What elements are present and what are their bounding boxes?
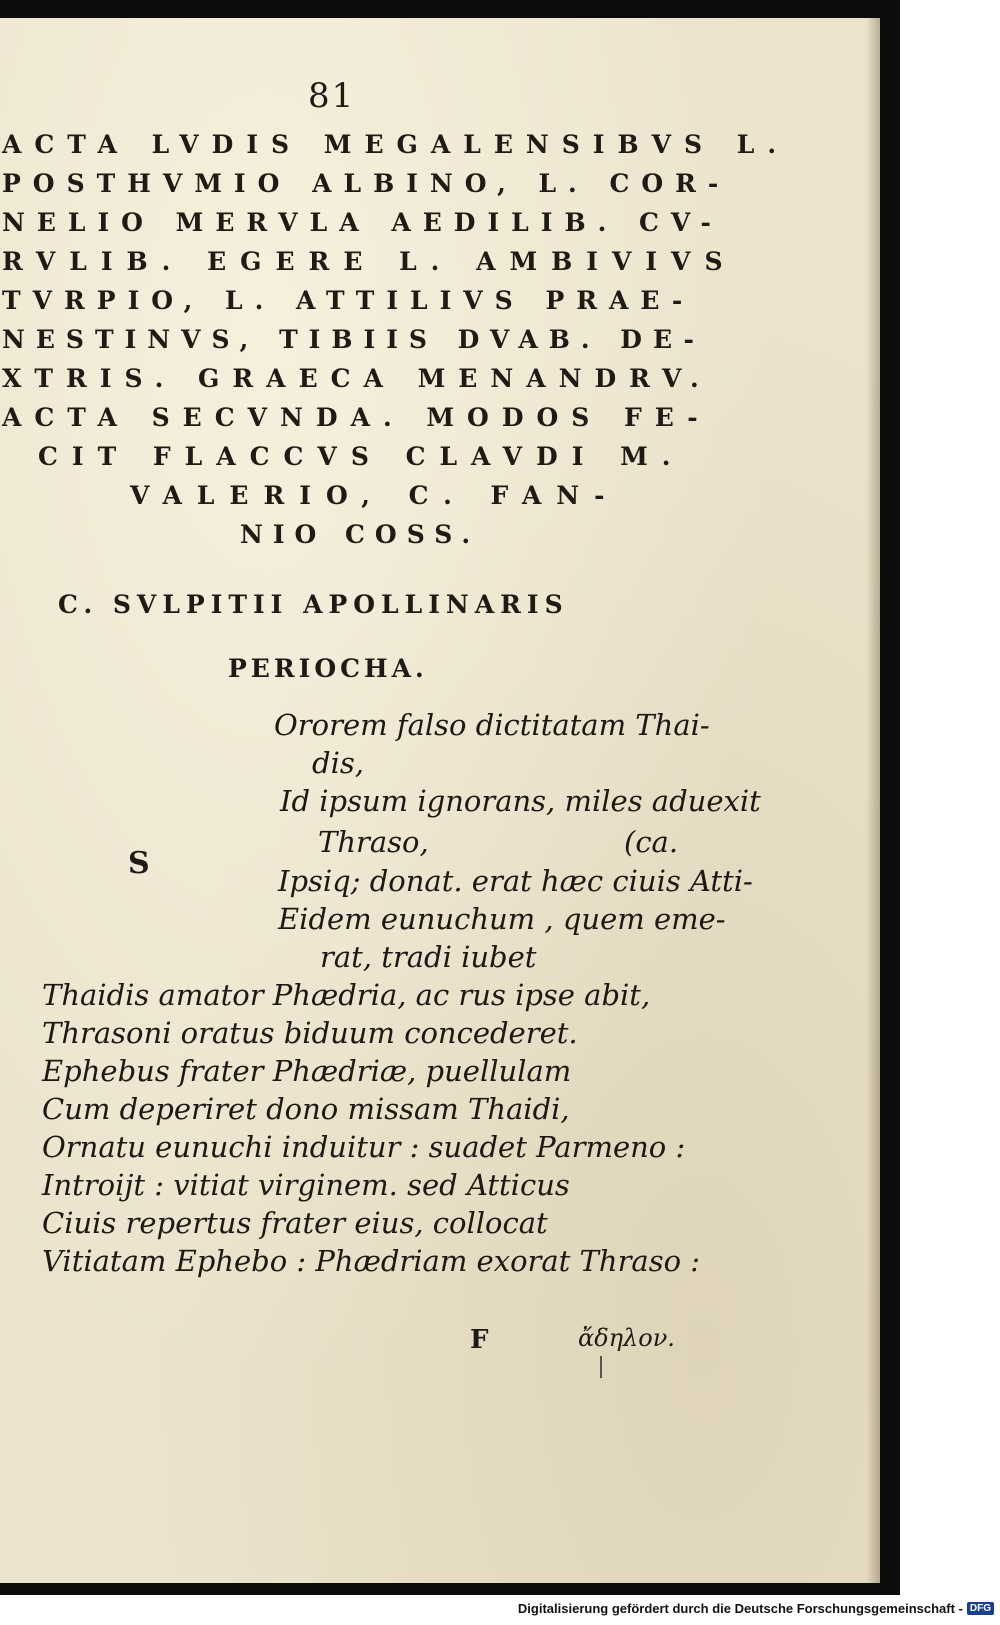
caps-line: XTRIS. GRAECA MENANDRV.	[2, 364, 712, 393]
verse-line: Ororem falso dictitatam Thai-	[274, 708, 710, 742]
dfg-logo: DFG	[967, 1602, 994, 1615]
verse-line: Thrasoni oratus biduum concederet.	[42, 1016, 578, 1050]
caps-line: TVRPIO, L. ATTILIVS PRAE-	[2, 286, 695, 315]
caps-line: NESTINVS, TIBIIS DVAB. DE-	[2, 325, 705, 354]
verse-line: Ciuis repertus frater eius, collocat	[42, 1206, 548, 1240]
caps-line: NELIO MERVLA AEDILIB. CV-	[2, 208, 723, 237]
verse-line: Introijt : vitiat virginem. sed Atticus	[42, 1168, 570, 1202]
verse-line: Ephebus frater Phædriæ, puellulam	[42, 1054, 572, 1088]
greek-marginal-note: ἄδηλον.	[578, 1324, 675, 1352]
caps-line: RVLIB. EGERE L. AMBIVIVS	[2, 247, 737, 276]
verse-line: (ca.	[624, 825, 679, 859]
caps-line: NIO COSS.	[240, 520, 481, 549]
periocha-title: PERIOCHA.	[228, 654, 428, 683]
periocha-author: C. SVLPITII APOLLINARIS	[58, 590, 569, 619]
verse-line: Cum deperiret dono missam Thaidi,	[42, 1092, 570, 1126]
caps-line: CIT FLACCVS CLAVDI M.	[38, 442, 685, 471]
verse-line: Ipsiq; donat. erat hæc ciuis Atti-	[278, 864, 753, 898]
page-edge-shadow	[866, 18, 880, 1583]
verse-line: Eidem eunuchum , quem eme-	[278, 902, 726, 936]
verse-line: rat, tradi iubet	[320, 940, 537, 974]
verse-line: Ornatu eunuchi induitur : suadet Parmeno :	[42, 1130, 686, 1164]
verse-line: Vitiatam Ephebo : Phædriam exorat Thraso :	[42, 1244, 701, 1278]
verse-line: Thraso,	[318, 825, 429, 859]
digitization-credit	[518, 1601, 994, 1616]
verse-line: Id ipsum ignorans, miles aduexit	[280, 784, 761, 818]
signature-mark: F	[470, 1325, 489, 1355]
caps-line: POSTHVMIO ALBINO, L. COR-	[2, 169, 731, 198]
caps-line: VALERIO, C. FAN-	[130, 481, 620, 510]
page-number: 81	[308, 76, 356, 116]
caps-line: ACTA SECVNDA. MODOS FE-	[2, 403, 711, 432]
book-page	[0, 18, 880, 1583]
ink-stroke	[600, 1356, 602, 1378]
credit-text: Digitalisierung gefördert durch die Deutsche Forschungsgemeinschaft -	[517, 1601, 963, 1616]
caps-line: ACTA LVDIS MEGALENSIBVS L.	[2, 130, 790, 159]
verse-line: Thaidis amator Phædria, ac rus ipse abit,	[42, 978, 651, 1012]
drop-cap: S	[128, 846, 150, 881]
verse-line: dis,	[312, 746, 364, 780]
